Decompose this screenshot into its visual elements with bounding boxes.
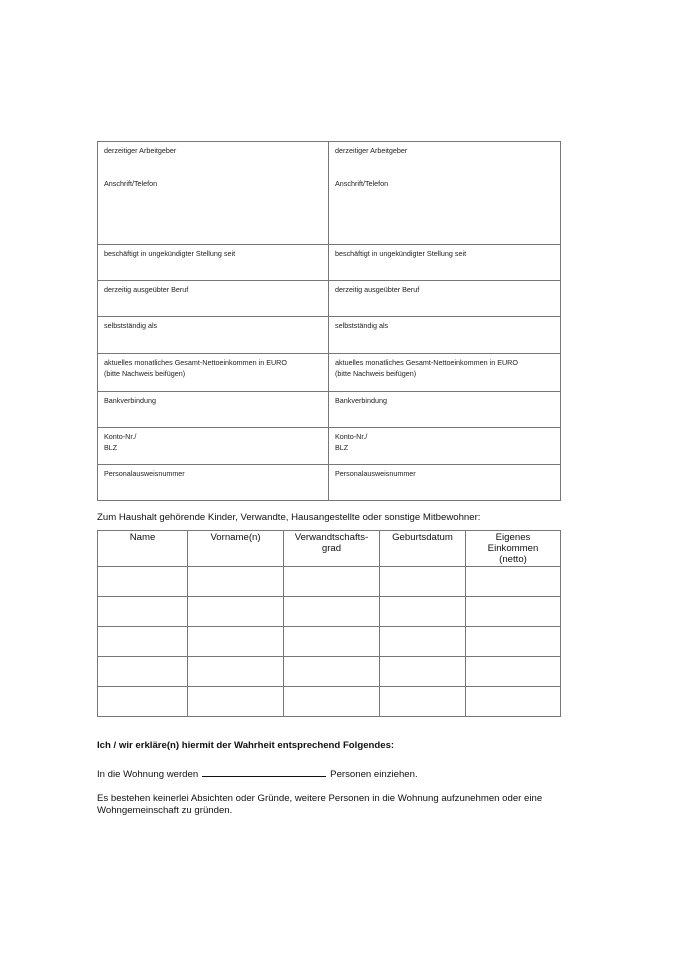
cell-label: beschäftigt in ungekündigter Stellung seit [335,248,467,258]
household-title: Zum Haushalt gehörende Kinder, Verwandte, Hausangestellte oder sonstige Mitbewohner: [97,512,481,523]
cell-label: (bitte Nachweis beifügen) [335,368,417,378]
cell-label: derzeitiger Arbeitgeber [104,146,177,155]
cell-label: Personalausweisnummer [335,468,416,478]
household-cell[interactable] [98,687,188,717]
household-cell[interactable] [188,657,284,687]
intent-statement: Es bestehen keinerlei Absichten oder Gründe, weitere Personen in die Wohnung aufzunehmen oder eine Wohngemeinschaft zu gründen. [97,793,543,816]
household-row [98,627,561,657]
household-row [98,687,561,717]
cell-label: Bankverbindung [104,396,156,406]
form-cell-left[interactable] [98,464,329,500]
form-row [98,392,561,428]
cell-label: Anschrift/Telefon [335,179,389,188]
form-cell-right[interactable] [329,317,561,353]
persons-suffix: Personen einziehen. [330,769,418,780]
form-cell-left[interactable] [98,353,329,391]
cell-label: Bankverbindung [335,396,387,406]
household-cell[interactable] [188,687,284,717]
household-cell[interactable] [380,597,466,627]
cell-spacer [335,156,554,178]
household-header-cell: Vorname(n) [188,531,284,567]
form-cell-right[interactable] [329,464,561,500]
household-cell[interactable] [380,657,466,687]
household-cell[interactable] [98,567,188,597]
cell-label: aktuelles monatliches Gesamt-Nettoeinkommen in EURO [104,357,287,367]
form-row [98,353,561,391]
household-cell[interactable] [284,627,380,657]
household-cell[interactable] [466,627,561,657]
household-header-cell: Name [98,531,188,567]
household-cell[interactable] [188,567,284,597]
cell-spacer [104,156,322,178]
household-cell[interactable] [188,597,284,627]
household-cell[interactable] [284,657,380,687]
household-cell[interactable] [466,597,561,627]
form-cell-right[interactable] [329,244,561,280]
household-header-cell: Eigenes Einkommen (netto) [466,531,561,567]
household-cell[interactable] [284,687,380,717]
form-cell-left[interactable] [98,244,329,280]
form-cell-left[interactable] [98,142,329,245]
household-header-row [98,531,561,567]
household-header-cell: Verwandtschafts- grad [284,531,380,567]
cell-label: (bitte Nachweis beifügen) [104,368,186,378]
form-row [98,428,561,464]
household-header-cell: Geburtsdatum [380,531,466,567]
household-cell[interactable] [466,657,561,687]
cell-label: Konto-Nr./ [104,432,137,442]
cell-label: Personalausweisnummer [104,468,185,478]
form-row [98,281,561,317]
declaration-heading: Ich / wir erkläre(n) hiermit der Wahrheit entsprechend Folgendes: [97,740,395,751]
persons-count-line [97,767,418,780]
form-row [98,244,561,280]
form-row [98,464,561,500]
cell-label: beschäftigt in ungekündigter Stellung seit [104,248,236,258]
form-cell-left[interactable] [98,392,329,428]
form-row [98,142,561,245]
household-cell[interactable] [188,627,284,657]
household-row [98,597,561,627]
form-cell-right[interactable] [329,281,561,317]
household-cell[interactable] [98,627,188,657]
household-members-table [97,530,561,717]
applicant-info-grid [97,141,561,501]
cell-label: Konto-Nr./ [335,432,368,442]
household-cell[interactable] [98,657,188,687]
household-cell[interactable] [466,567,561,597]
cell-label: selbstständig als [335,321,389,331]
cell-label: Anschrift/Telefon [104,179,158,188]
form-cell-left[interactable] [98,317,329,353]
cell-label: derzeitig ausgeübter Beruf [104,285,189,295]
cell-label: derzeitiger Arbeitgeber [335,146,408,155]
household-cell[interactable] [466,687,561,717]
cell-label: BLZ [104,443,118,453]
household-cell[interactable] [284,597,380,627]
household-cell[interactable] [380,687,466,717]
persons-prefix: In die Wohnung werden [97,769,199,780]
form-cell-right[interactable] [329,142,561,245]
form-cell-left[interactable] [98,428,329,464]
cell-label: aktuelles monatliches Gesamt-Nettoeinkommen in EURO [335,357,518,367]
form-cell-right[interactable] [329,353,561,391]
cell-label: BLZ [335,443,349,453]
form-row [98,317,561,353]
form-cell-right[interactable] [329,428,561,464]
household-row [98,657,561,687]
cell-label: selbstständig als [104,321,158,331]
form-cell-right[interactable] [329,392,561,428]
household-row [98,567,561,597]
household-cell[interactable] [98,597,188,627]
form-cell-left[interactable] [98,281,329,317]
household-cell[interactable] [380,627,466,657]
household-cell[interactable] [284,567,380,597]
household-cell[interactable] [380,567,466,597]
cell-label: derzeitig ausgeübter Beruf [335,285,420,295]
persons-count-blank[interactable] [202,767,326,777]
